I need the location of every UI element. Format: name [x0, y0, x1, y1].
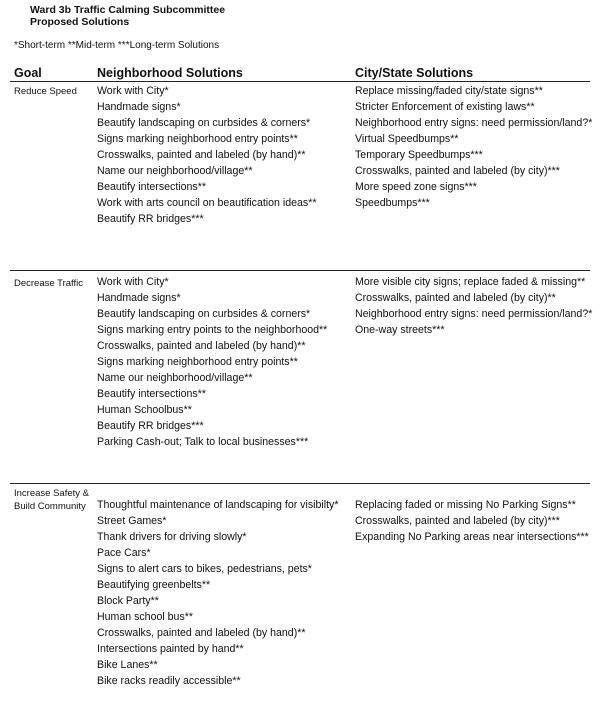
list-item: Work with City*	[97, 85, 169, 97]
list-item: Temporary Speedbumps***	[355, 149, 483, 161]
list-item: Thank drivers for driving slowly*	[97, 531, 247, 543]
list-item: More speed zone signs***	[355, 181, 477, 193]
list-item: Expanding No Parking areas near intersections***	[355, 531, 589, 543]
city-state-solutions-decrease-traffic	[355, 274, 592, 338]
list-item: Virtual Speedbumps**	[355, 133, 459, 145]
list-item: Thoughtful maintenance of landscaping for visibilty*	[97, 499, 339, 511]
goal-reduce-speed: Reduce Speed	[14, 86, 77, 97]
list-item: Neighborhood entry signs: need permission/land?*	[355, 308, 593, 320]
goal-line: Increase Safety &	[14, 488, 89, 499]
list-item: One-way streets***	[355, 324, 445, 336]
neighborhood-solutions-decrease-traffic	[97, 274, 327, 450]
list-item: Block Party**	[97, 595, 159, 607]
timeframe-legend: *Short-term **Mid-term ***Long-term Solutions	[14, 40, 220, 51]
list-item: Beautifying greenbelts**	[97, 579, 211, 591]
section-divider	[10, 270, 590, 271]
list-item: Name our neighborhood/village**	[97, 372, 253, 384]
goal-decrease-traffic: Decrease Traffic	[14, 278, 83, 289]
list-item: Human Schoolbus**	[97, 404, 192, 416]
list-item: Bike Lanes**	[97, 659, 158, 671]
list-item: Signs to alert cars to bikes, pedestrians, pets*	[97, 563, 312, 575]
neighborhood-solutions-increase-safety	[97, 497, 338, 689]
neighborhood-column-header: Neighborhood Solutions	[97, 66, 243, 80]
list-item: Signs marking entry points to the neighborhood**	[97, 324, 328, 336]
list-item: Parking Cash-out; Talk to local businesses***	[97, 436, 309, 448]
list-item: Replacing faded or missing No Parking Signs**	[355, 499, 576, 511]
city-state-solutions-reduce-speed	[355, 83, 592, 211]
list-item: Crosswalks, painted and labeled (by hand)**	[97, 340, 306, 352]
list-item: Handmade signs*	[97, 101, 181, 113]
list-item: Signs marking neighborhood entry points**	[97, 133, 298, 145]
goal-increase-safety	[14, 487, 89, 513]
list-item: Crosswalks, painted and labeled (by hand)**	[97, 149, 306, 161]
list-item: Street Games*	[97, 515, 167, 527]
city-state-solutions-increase-safety	[355, 497, 589, 545]
list-item: Beautify intersections**	[97, 388, 206, 400]
list-item: Beautify RR bridges***	[97, 420, 204, 432]
document-title: Ward 3b Traffic Calming Subcommittee	[30, 4, 226, 16]
list-item: Work with arts council on beautification ideas**	[97, 197, 317, 209]
list-item: Pace Cars*	[97, 547, 151, 559]
list-item: Intersections painted by hand**	[97, 643, 244, 655]
document-subtitle: Proposed Solutions	[30, 16, 130, 28]
list-item: Neighborhood entry signs: need permission/land?*	[355, 117, 593, 129]
list-item: Beautify intersections**	[97, 181, 206, 193]
goal-line: Build Community	[14, 501, 86, 512]
list-item: Beautify landscaping on curbsides & corners*	[97, 117, 311, 129]
list-item: Crosswalks, painted and labeled (by city)***	[355, 515, 560, 527]
neighborhood-solutions-reduce-speed	[97, 83, 316, 227]
list-item: More visible city signs; replace faded & missing**	[355, 276, 586, 288]
list-item: Stricter Enforcement of existing laws**	[355, 101, 535, 113]
list-item: Bike racks readily accessible**	[97, 675, 241, 687]
goal-column-header: Goal	[14, 66, 42, 80]
list-item: Work with City*	[97, 276, 169, 288]
list-item: Beautify landscaping on curbsides & corners*	[97, 308, 311, 320]
list-item: Speedbumps***	[355, 197, 430, 209]
list-item: Handmade signs*	[97, 292, 181, 304]
header-divider	[10, 81, 590, 82]
section-divider	[10, 483, 590, 484]
list-item: Crosswalks, painted and labeled (by city)***	[355, 165, 560, 177]
list-item: Beautify RR bridges***	[97, 213, 204, 225]
list-item: Human school bus**	[97, 611, 193, 623]
list-item: Name our neighborhood/village**	[97, 165, 253, 177]
list-item: Crosswalks, painted and labeled (by city)**	[355, 292, 556, 304]
list-item: Replace missing/faded city/state signs**	[355, 85, 543, 97]
list-item: Signs marking neighborhood entry points**	[97, 356, 298, 368]
city-state-column-header: City/State Solutions	[355, 66, 474, 80]
list-item: Crosswalks, painted and labeled (by hand)**	[97, 627, 306, 639]
